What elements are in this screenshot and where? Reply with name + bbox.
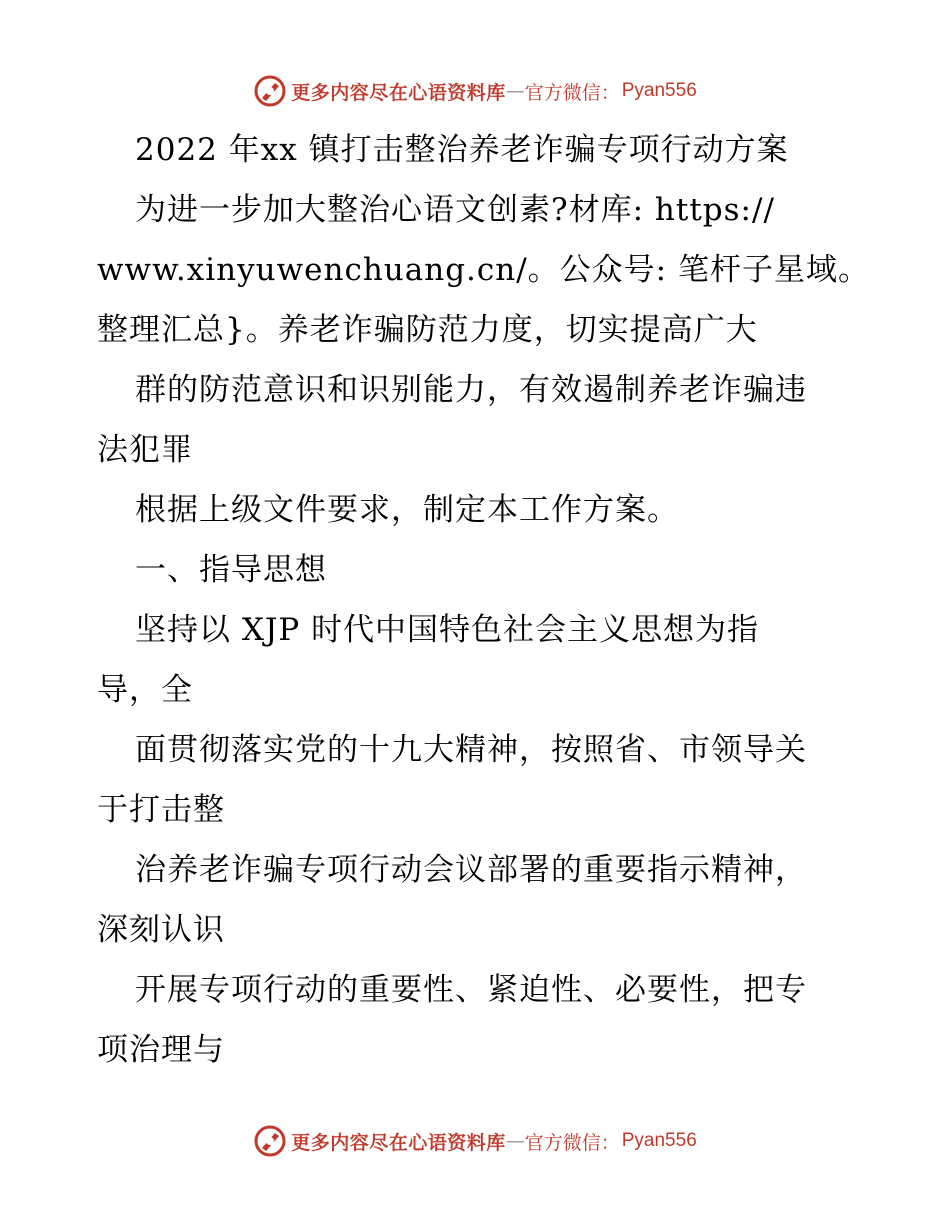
banner-wechat-id: Pyan556 [621, 80, 697, 101]
text-line: 根据上级文件要求，制定本工作方案。 [135, 492, 679, 528]
banner-dash: — [505, 80, 525, 102]
header-banner [0, 71, 950, 111]
banner-dash: — [505, 1130, 525, 1152]
logo-icon [253, 74, 287, 108]
banner-title: 更多内容尽在心语资料库 [291, 1131, 506, 1154]
logo-icon [253, 1124, 287, 1158]
text-line: 2022 年xx 镇打击整治养老诈骗专项行动方案 [135, 132, 789, 168]
text-line: 一、指导思想 [135, 552, 327, 588]
text-line: 坚持以 XJP 时代中国特色社会主义思想为指 [135, 612, 760, 648]
footer-banner [0, 1121, 950, 1161]
text-line: 开展专项行动的重要性、紧迫性、必要性，把专 [135, 972, 807, 1008]
text-line: 项治理与 [97, 1032, 225, 1068]
text-line: 治养老诈骗专项行动会议部署的重要指示精神， [135, 852, 807, 888]
banner-wechat-id: Pyan556 [621, 1130, 697, 1151]
text-line: www.xinyuwenchuang.cn/。公众号: 笔杆子星域。 [97, 252, 870, 288]
banner-wechat-label: 官方微信： [524, 1131, 620, 1154]
text-line: 导，全 [97, 672, 193, 708]
banner-wechat-label: 官方微信： [524, 81, 620, 104]
text-line: 整理汇总}。养老诈骗防范力度，切实提高广大 [97, 312, 758, 348]
text-line: 深刻认识 [97, 912, 225, 948]
text-line: 为进一步加大整治心语文创素?材库: https:// [135, 192, 775, 228]
text-line: 面贯彻落实党的十九大精神，按照省、市领导关 [135, 732, 807, 768]
text-line: 于打击整 [97, 792, 225, 828]
text-line: 法犯罪 [97, 432, 193, 468]
text-line: 群的防范意识和识别能力，有效遏制养老诈骗违 [135, 372, 807, 408]
document-body [97, 120, 870, 1080]
banner-title: 更多内容尽在心语资料库 [291, 81, 506, 104]
